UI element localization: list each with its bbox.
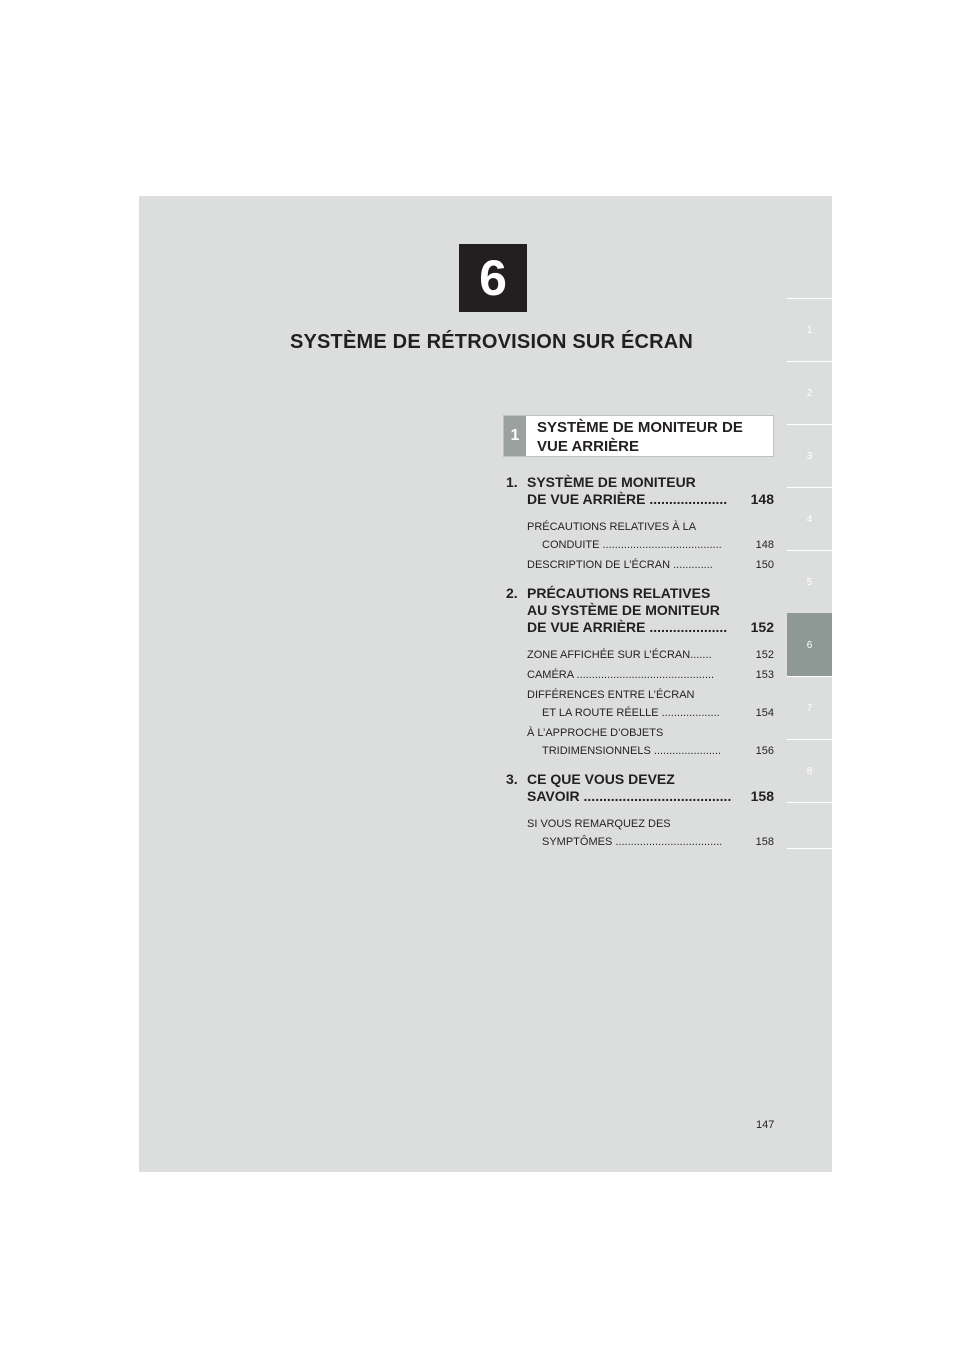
toc-subentry-title: PRÉCAUTIONS RELATIVES À LA [527, 521, 697, 533]
toc-subentry-page: 156 [755, 745, 774, 757]
toc-entry-title: CE QUE VOUS DEVEZ [527, 771, 675, 787]
toc-subentry-title: DESCRIPTION DE L’ÉCRAN ............. [527, 559, 713, 571]
toc-entry-number: 2. [506, 585, 518, 601]
toc-subentry[interactable] [506, 815, 774, 851]
toc-entry-page: 158 [750, 788, 774, 804]
toc-entry-title: PRÉCAUTIONS RELATIVES [527, 585, 711, 601]
toc-subentry-title-cont: ET LA ROUTE RÉELLE ................... [542, 707, 720, 719]
toc-entry-1[interactable] [506, 474, 774, 508]
tab-4[interactable]: 4 [787, 487, 832, 550]
toc-subentry-page: 153 [755, 669, 774, 681]
toc-entry-title-cont: DE VUE ARRIÈRE .................... [527, 491, 728, 507]
toc-subentry[interactable] [506, 646, 774, 664]
toc-subentry-title: CAMÉRA ............................................. [527, 669, 715, 681]
toc-entry-page: 148 [750, 491, 774, 507]
toc-group-2 [506, 585, 774, 760]
toc-subentry[interactable] [506, 518, 774, 554]
toc-subentry-title: SI VOUS REMARQUEZ DES [527, 818, 671, 830]
toc-subentry-title: ZONE AFFICHÉE SUR L’ÉCRAN....... [527, 649, 712, 661]
section-title-line2: VUE ARRIÈRE [537, 438, 639, 455]
toc-subentry[interactable] [506, 724, 774, 760]
tab-1[interactable]: 1 [787, 298, 832, 361]
toc-subentry-title: À L’APPROCHE D’OBJETS [527, 727, 664, 739]
tab-6-active[interactable]: 6 [787, 613, 832, 676]
page-number: 147 [756, 1119, 775, 1131]
toc-entry-title-cont: DE VUE ARRIÈRE .................... [527, 619, 728, 635]
toc-subentry-title: DIFFÉRENCES ENTRE L’ÉCRAN [527, 689, 695, 701]
toc-entry-page: 152 [750, 619, 774, 635]
toc-entry-2[interactable] [506, 585, 774, 636]
toc-subentry-page: 150 [755, 559, 774, 571]
chapter-number-badge: 6 [459, 244, 527, 312]
toc-entry-number: 3. [506, 771, 518, 787]
toc-subentry-page: 154 [755, 707, 774, 719]
section-header [503, 415, 774, 457]
toc-subentry-title-cont: CONDUITE ....................................... [542, 539, 722, 551]
tab-2[interactable]: 2 [787, 361, 832, 424]
section-number: 1 [504, 416, 526, 456]
toc-subentry[interactable] [506, 666, 774, 684]
tab-5[interactable]: 5 [787, 550, 832, 613]
toc-subentry-title-cont: SYMPTÔMES ................................... [542, 836, 723, 848]
toc-subentry-page: 152 [755, 649, 774, 661]
section-title [526, 416, 743, 456]
section-title-line1: SYSTÈME DE MONITEUR DE [537, 419, 743, 436]
toc-entry-title-cont: AU SYSTÈME DE MONITEUR [527, 602, 720, 618]
table-of-contents [506, 474, 774, 862]
tab-7[interactable]: 7 [787, 676, 832, 739]
toc-subentry-page: 158 [755, 836, 774, 848]
tab-end [787, 802, 832, 849]
chapter-title: SYSTÈME DE RÉTROVISION SUR ÉCRAN [289, 331, 694, 353]
tab-8[interactable]: 8 [787, 739, 832, 802]
toc-entry-title: SYSTÈME DE MONITEUR [527, 474, 696, 490]
toc-entry-title-cont: SAVOIR ...................................... [527, 788, 732, 804]
toc-subentry[interactable] [506, 556, 774, 574]
tab-3[interactable]: 3 [787, 424, 832, 487]
toc-group-3 [506, 771, 774, 851]
toc-entry-3[interactable] [506, 771, 774, 805]
toc-subentry-page: 148 [755, 539, 774, 551]
chapter-tabs [787, 298, 832, 849]
toc-group-1 [506, 474, 774, 574]
toc-subentry-title-cont: TRIDIMENSIONNELS ...................... [542, 745, 722, 757]
toc-subentry[interactable] [506, 686, 774, 722]
toc-entry-number: 1. [506, 474, 518, 490]
